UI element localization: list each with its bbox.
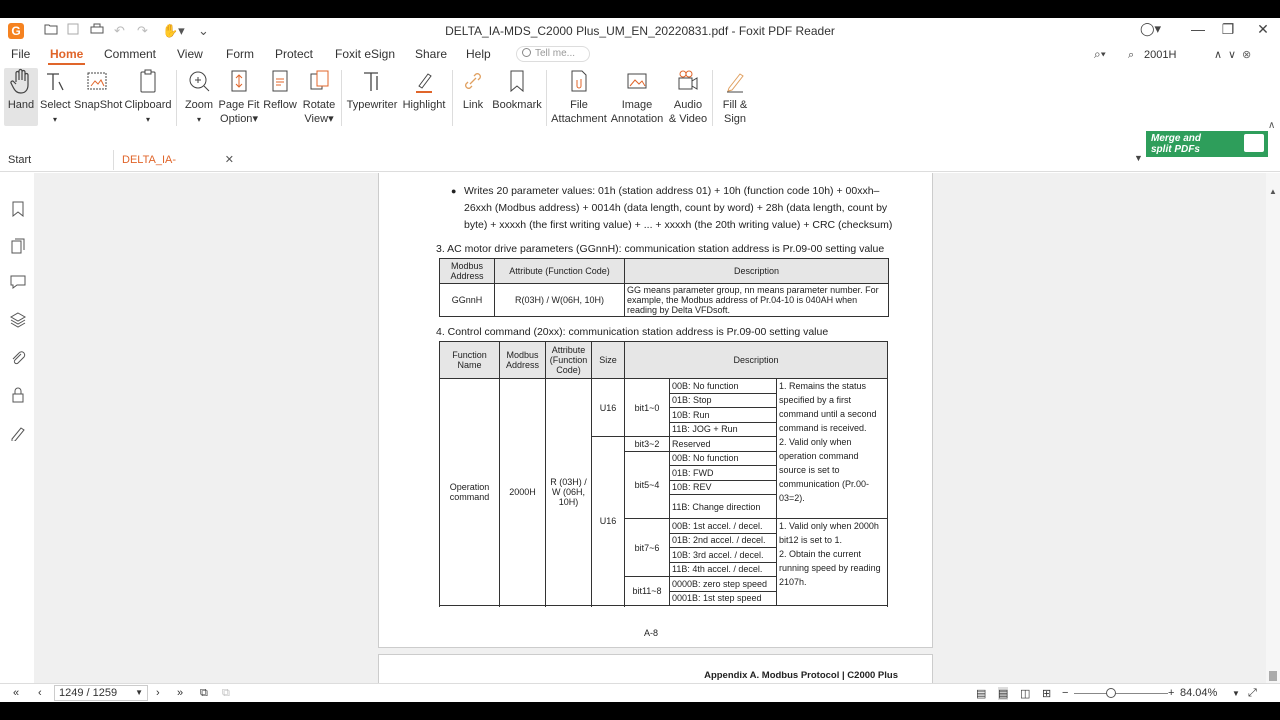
tab-start[interactable]: Start — [0, 150, 114, 170]
menu-file[interactable]: File — [11, 47, 31, 61]
security-panel-icon[interactable] — [10, 387, 26, 403]
note-text: 2. Valid only when operation command source is set to communication (Pr.00-03=2). — [779, 437, 870, 503]
fullscreen-icon[interactable]: ⤢ — [1248, 687, 1257, 699]
tab-list-chevron-icon[interactable]: ▼ — [1134, 153, 1143, 163]
clipboard-label: Clipboard — [124, 99, 172, 111]
menu-foxit-esign[interactable]: Foxit eSign — [335, 47, 396, 61]
file-attachment-icon — [568, 68, 590, 96]
table-cell: 00B: No function — [670, 451, 777, 466]
fill-sign-label-2: Sign — [723, 113, 747, 125]
table-cell: 0000B: zero step speed — [670, 577, 777, 592]
status-bar — [0, 683, 1280, 702]
save-icon[interactable] — [67, 23, 79, 38]
file-attachment-label-1: File — [570, 99, 588, 111]
rotate-label-1: Rotate — [302, 99, 336, 111]
bullet-text-line-3: byte) + xxxxh (the first writing value) + ... + xxxxh (the 20th writing value) + CRC (checksum) — [464, 219, 893, 231]
bullet-icon: ● — [451, 186, 457, 196]
audio-video-label-2: & Video — [668, 113, 708, 125]
find-prev-icon[interactable]: ∧ — [1214, 49, 1223, 61]
table-cell: R (03H) / W (06H, 10H) — [546, 379, 592, 606]
table-cell: 2000H — [500, 379, 546, 606]
page-fit-option-button[interactable]: Page Fit Option▾ — [218, 68, 260, 126]
highlight-button[interactable] — [400, 68, 448, 112]
previous-view-icon[interactable]: ⧉ — [200, 687, 208, 699]
document-viewport[interactable] — [34, 173, 1266, 683]
page-fit-icon — [228, 68, 250, 96]
link-label: Link — [462, 99, 484, 111]
table-header: Attribute (Function Code) — [495, 259, 625, 284]
bookmark-label: Bookmark — [492, 99, 542, 111]
print-icon[interactable] — [90, 23, 104, 38]
next-view-icon[interactable]: ⧉ — [222, 687, 230, 699]
table-cell: GG means parameter group, nn means parameter number. For example, the Modbus address of Pr.04-10 is 040AH when reading by Delta VFDsoft. — [625, 284, 889, 317]
file-attachment-button[interactable] — [551, 68, 607, 126]
zoom-level: 84.04% — [1180, 687, 1218, 699]
table-cell: U16 — [592, 379, 625, 437]
typewriter-label: Typewriter — [346, 99, 398, 111]
redo-icon[interactable]: ↷ — [137, 23, 148, 38]
image-annotation-label-2: Annotation — [610, 113, 664, 125]
search-icon: ⌕ — [1128, 49, 1135, 61]
window-title: DELTA_IA-MDS_C2000 Plus_UM_EN_20220831.pdf - Foxit PDF Reader — [445, 24, 835, 38]
page-fit-label-1: Page Fit — [218, 99, 260, 111]
typewriter-button[interactable] — [346, 68, 398, 112]
zoom-dropdown-icon[interactable]: ▼ — [1232, 689, 1240, 698]
highlight-icon — [413, 68, 435, 96]
restore-icon[interactable]: ❐ — [1221, 21, 1235, 37]
vertical-scrollbar[interactable] — [1266, 173, 1280, 683]
signature-panel-icon[interactable] — [10, 425, 26, 441]
table-cell: 10B: REV — [670, 480, 777, 495]
rotate-view-button[interactable]: Rotate View▾ — [300, 68, 338, 126]
menu-comment[interactable]: Comment — [104, 47, 157, 61]
hand-label: Hand — [7, 99, 35, 111]
single-page-icon[interactable]: ▤ — [976, 688, 987, 700]
clear-find-icon[interactable]: ⊗ — [1242, 49, 1252, 61]
section-4-heading: 4. Control command (20xx): communication station address is Pr.09-00 setting value — [436, 326, 829, 338]
menu-share[interactable]: Share — [415, 47, 448, 61]
table-cell: 10B: Run — [670, 408, 777, 423]
merge-line-1: Merge and — [1151, 133, 1202, 144]
page-number-input[interactable] — [54, 685, 148, 701]
continuous-facing-icon[interactable]: ⊞ — [1042, 688, 1052, 700]
link-button[interactable] — [458, 68, 488, 112]
note-text: 1. Remains the status specified by a first command until a second command is received. — [779, 381, 877, 433]
title-bar — [0, 18, 1280, 44]
table-header: Description — [625, 259, 889, 284]
audio-video-label-1: Audio — [673, 99, 703, 111]
snapshot-icon — [86, 68, 108, 96]
select-label: Select — [40, 99, 71, 111]
clipboard-button[interactable]: Clipboard ▾ — [124, 68, 172, 127]
table-header: Modbus Address — [500, 342, 546, 379]
layers-panel-icon[interactable] — [10, 312, 26, 328]
pdf-page — [378, 173, 933, 648]
customize-quick-access-icon[interactable]: ⌄ — [198, 23, 209, 38]
bookmark-icon — [506, 68, 528, 96]
next-page-icon[interactable]: › — [156, 687, 160, 699]
clipboard-icon — [137, 68, 159, 96]
ribbon-separator — [176, 70, 177, 126]
image-annotation-button[interactable] — [609, 68, 665, 126]
ribbon-separator — [452, 70, 453, 126]
table-cell: U16 — [592, 437, 625, 606]
merge-split-banner[interactable] — [1146, 131, 1268, 157]
zoom-icon — [188, 68, 210, 96]
highlight-label: Highlight — [402, 99, 446, 111]
table-cell: bit7~6 — [625, 519, 670, 577]
bookmark-button[interactable] — [492, 68, 542, 112]
navigation-pane — [0, 173, 34, 683]
table-cell: bit1~0 — [625, 379, 670, 437]
ribbon-separator — [546, 70, 547, 126]
menu-protect[interactable]: Protect — [275, 47, 314, 61]
table-cell: 01B: FWD — [670, 466, 777, 481]
table-header: Description — [625, 342, 888, 379]
reflow-button[interactable] — [262, 68, 298, 112]
table-cell: bit11~8 — [625, 577, 670, 606]
table-cell: 10B: 3rd accel. / decel. — [670, 548, 777, 563]
table-cell: 01B: 2nd accel. / decel. — [670, 533, 777, 548]
typewriter-icon — [361, 68, 383, 96]
undo-icon[interactable]: ↶ — [114, 23, 125, 38]
table-cell: 11B: 4th accel. / decel. — [670, 562, 777, 577]
find-next-icon[interactable]: ∨ — [1228, 49, 1237, 61]
foxit-window — [0, 18, 1280, 702]
zoom-slider-knob[interactable] — [1106, 688, 1116, 698]
account-icon[interactable]: ◯▾ — [1140, 21, 1162, 36]
running-header: Appendix A. Modbus Protocol | C2000 Plus — [704, 670, 898, 681]
table-header: Attribute (Function Code) — [546, 342, 592, 379]
tab-document-label: DELTA_IA- — [122, 154, 176, 166]
table-cell — [777, 519, 888, 606]
table-cell: bit5~4 — [625, 451, 670, 519]
close-icon[interactable]: ✕ — [1257, 21, 1269, 37]
facing-page-icon[interactable]: ◫ — [1020, 688, 1031, 700]
table-cell: 0001B: 1st step speed — [670, 591, 777, 606]
page-dropdown-icon[interactable]: ▼ — [135, 688, 143, 697]
snapshot-label: SnapShot — [74, 99, 123, 111]
table-cell: bit3~2 — [625, 437, 670, 452]
last-page-icon[interactable]: » — [177, 687, 184, 699]
rotate-label-2: View — [304, 113, 329, 125]
ribbon-separator — [712, 70, 713, 126]
continuous-page-icon[interactable]: ▤ — [998, 688, 1009, 700]
zoom-slider-track[interactable] — [1074, 693, 1168, 694]
bullet-text-line-1: Writes 20 parameter values: 01h (station address 01) + 10h (function code 10h) + 00xxh– — [464, 185, 880, 197]
tell-me-search[interactable] — [516, 46, 590, 62]
audio-video-button[interactable] — [668, 68, 708, 126]
page-fit-label-2: Option — [220, 113, 253, 125]
parameter-address-table — [439, 258, 889, 317]
table-cell — [777, 379, 888, 519]
document-tab-bar — [0, 148, 1280, 172]
reflow-label: Reflow — [263, 99, 297, 111]
open-folder-icon[interactable] — [44, 23, 58, 38]
find-input[interactable] — [1124, 46, 1258, 64]
menu-help[interactable]: Help — [466, 47, 491, 61]
merge-line-2: split PDFs — [1151, 144, 1200, 155]
foxit-logo-icon: G — [8, 23, 24, 39]
table-cell: 11B: Change direction — [670, 495, 777, 519]
menu-bar — [0, 44, 1280, 66]
table-cell: 00B: 1st accel. / decel. — [670, 519, 777, 534]
menu-home[interactable]: Home — [50, 47, 84, 61]
zoom-out-icon[interactable]: − — [1062, 687, 1069, 699]
pdf-page-next — [378, 654, 933, 683]
find-options-icon[interactable]: ⌕▾ — [1094, 47, 1106, 61]
fill-sign-icon — [724, 68, 746, 96]
hand-button[interactable] — [4, 68, 38, 126]
select-text-icon — [44, 68, 66, 96]
page-number: A-8 — [644, 628, 659, 638]
comments-panel-icon[interactable] — [10, 274, 26, 290]
section-3-heading: 3. AC motor drive parameters (GGnnH): communication station address is Pr.09-00 setting value — [436, 243, 885, 255]
table-cell: 01B: Stop — [670, 393, 777, 408]
table-cell: 11B: JOG + Run — [670, 422, 777, 437]
menu-form[interactable]: Form — [226, 47, 254, 61]
ribbon-separator — [341, 70, 342, 126]
rotate-view-icon — [308, 68, 330, 96]
tell-me-placeholder: Tell me... — [535, 48, 576, 59]
pdf-stack-icon — [1244, 134, 1264, 152]
table-cell: 00B: No function — [670, 379, 777, 394]
page-indicator: 1249 / 1259 — [59, 687, 118, 699]
collapse-ribbon-icon[interactable]: ∧ — [1268, 120, 1276, 131]
close-tab-icon[interactable]: ✕ — [224, 154, 234, 166]
minimize-icon[interactable]: — — [1191, 21, 1205, 37]
fill-sign-button[interactable] — [718, 68, 752, 126]
fill-sign-label-1: Fill & — [722, 99, 748, 111]
control-command-table — [439, 341, 888, 606]
image-annotation-icon — [626, 68, 648, 96]
bookmarks-panel-icon[interactable] — [10, 201, 26, 217]
table-header: Modbus Address — [440, 259, 495, 284]
bullet-text-line-2: 26xxh (Modbus address) + 0014h (data length, count by word) + 28h (data length, count by — [464, 202, 888, 214]
table-cell: GGnnH — [440, 284, 495, 317]
menu-view[interactable]: View — [177, 47, 203, 61]
pages-panel-icon[interactable] — [10, 238, 26, 254]
hand-icon — [10, 68, 32, 96]
lightbulb-icon — [522, 48, 531, 57]
find-value: 2001H — [1144, 49, 1177, 61]
zoom-in-icon[interactable]: + — [1168, 687, 1175, 699]
scroll-thumb[interactable] — [1269, 671, 1277, 681]
image-annotation-label-1: Image — [621, 99, 653, 111]
tab-document[interactable] — [114, 150, 240, 170]
first-page-icon[interactable]: « — [13, 687, 20, 699]
file-attachment-label-2: Attachment — [551, 113, 607, 125]
note-text: 2. Obtain the current running speed by reading 2107h. — [779, 549, 881, 587]
hand-tool-quick-icon[interactable]: ✋▾ — [162, 23, 185, 38]
previous-page-icon[interactable]: ‹ — [38, 687, 42, 699]
zoom-label: Zoom — [184, 99, 214, 111]
note-text: 1. Valid only when 2000h bit12 is set to 1. — [779, 521, 879, 545]
table-header: Size — [592, 342, 625, 379]
table-cell: R(03H) / W(06H, 10H) — [495, 284, 625, 317]
snapshot-button[interactable] — [74, 68, 123, 112]
table-cell: Operation command — [440, 379, 500, 606]
table-cell: Reserved — [670, 437, 777, 452]
reflow-icon — [269, 68, 291, 96]
scroll-up-icon[interactable]: ▲ — [1269, 187, 1277, 196]
select-button[interactable]: Select ▾ — [40, 68, 70, 127]
ribbon-home — [0, 66, 1280, 146]
table-header: Function Name — [440, 342, 500, 379]
audio-video-icon — [677, 68, 699, 96]
attachments-panel-icon[interactable] — [10, 350, 26, 366]
link-icon — [462, 68, 484, 96]
zoom-button[interactable]: Zoom ▾ — [182, 68, 216, 127]
